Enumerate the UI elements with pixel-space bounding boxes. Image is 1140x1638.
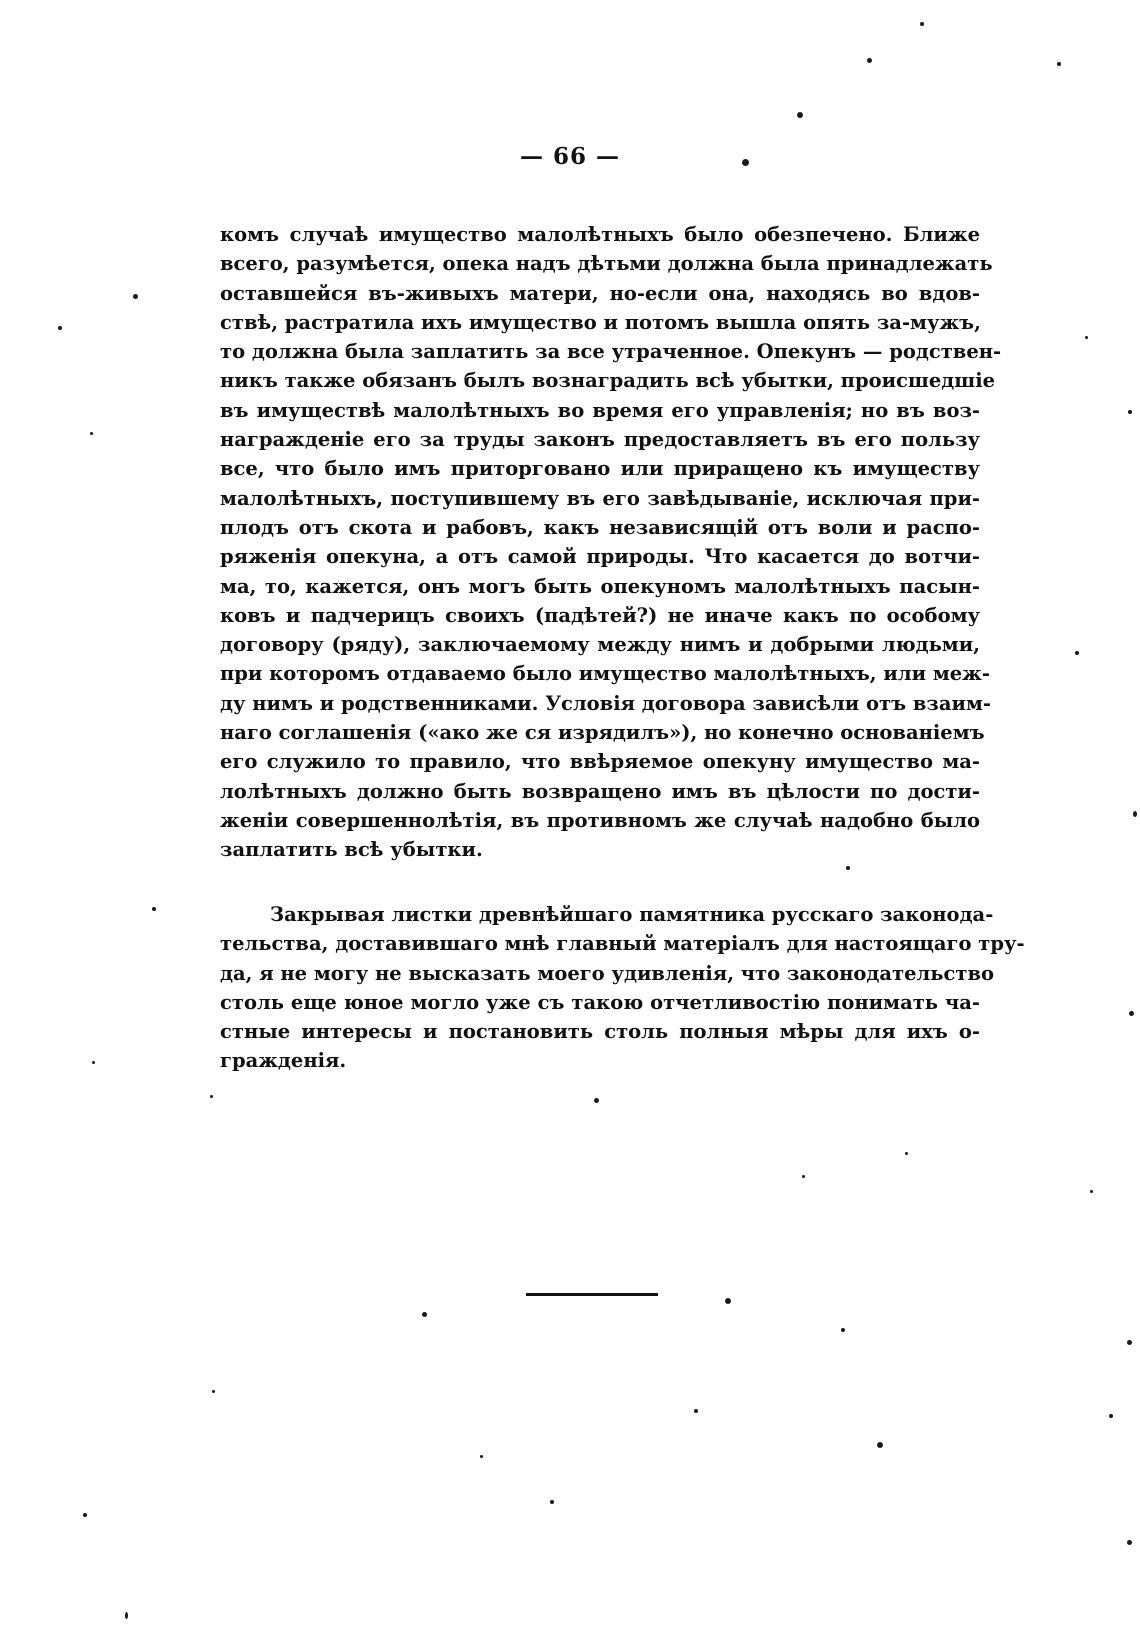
text-line: заплатить всѣ убытки. [220,838,483,862]
speck [58,326,62,330]
text-line: стные интересы и постановить столь полныя мѣры для ихъ о- [220,1020,980,1044]
speck [83,1513,87,1517]
paragraph-2 [220,900,1025,1076]
speck [905,1152,908,1155]
speck [212,1390,215,1393]
paragraph-1 [220,220,1002,865]
text-line: Закрывая листки древнѣйшаго памятника русскаго законода- [270,903,994,926]
speck [1127,1540,1132,1545]
text-line: да, я не могу не высказать моего удивленія, что законодательство [220,961,995,985]
speck [90,432,93,435]
speck [742,159,749,166]
text-line: его служило то правило, что ввѣряемое опекуну имущество ма- [220,750,980,774]
speck [1128,410,1132,414]
speck [841,1328,845,1332]
text-line: ковъ и падчерицъ своихъ (падѣтей?) не иначе какъ по особому [220,603,980,627]
text-line: ствѣ, растратила ихъ имущество и потомъ вышла опять за-мужъ, [220,310,981,334]
text-line: договору (ряду), заключаемому между нимъ и добрыми людьми, [220,633,980,657]
text-line: гражденія. [220,1049,347,1073]
text-line: въ имуществѣ малолѣтныхъ во время его управленія; но въ воз- [220,398,980,422]
speck [210,1095,213,1098]
speck [133,294,138,299]
text-line: комъ случаѣ имущество малолѣтныхъ было обезпечено. Ближе [220,223,980,246]
speck [694,1409,698,1413]
speck [550,1500,554,1504]
speck [867,58,872,63]
speck [125,1612,128,1619]
text-line: лолѣтныхъ должно быть возвращено имъ въ цѣлости по дости- [220,779,980,803]
speck [422,1312,427,1317]
text-line: малолѣтныхъ, поступившему въ его завѣдываніе, исключая при- [220,486,980,510]
speck [594,1098,599,1103]
text-line: награжденіе его за труды законъ предоставляетъ въ его пользу [220,428,980,452]
text-line: все, что было имъ приторговано или приращено къ имуществу [220,457,980,481]
text-line: при которомъ отдаваемо было имущество малолѣтныхъ, или меж- [220,662,990,686]
page-number: — 66 — [519,143,621,170]
text-line: никъ также обязанъ былъ вознаградить всѣ убытки, происшедшіе [220,369,996,393]
speck [802,1175,805,1178]
speck [920,22,924,26]
speck [877,1442,883,1448]
text-line: ряженія опекуна, а отъ самой природы. Что касается до вотчи- [220,545,980,569]
speck [480,1455,483,1458]
text-line: тельства, доставившаго мнѣ главный матеріалъ для настоящаго тру- [220,932,1025,956]
speck [1090,1190,1093,1193]
section-separator [526,1293,658,1296]
text-line: наго соглашенія («ако же ся изрядилъ»), но конечно основаніемъ [220,721,985,745]
speck [1129,1011,1134,1016]
speck [725,1298,731,1304]
text-line: всего, разумѣется, опека надъ дѣтьми должна была принадлежать [220,252,993,276]
speck [1057,62,1061,66]
speck [846,866,850,870]
speck [1109,1414,1113,1418]
text-line: столь еще юное могло уже съ такою отчетливостію понимать ча- [220,990,980,1014]
text-line: ма, то, кажется, онъ могъ быть опекуномъ малолѣтныхъ пасын- [220,574,980,598]
speck [1127,1340,1132,1345]
speck [92,1061,95,1064]
text-line: то должна была заплатить за все утраченное. Опекунъ — родствен- [220,340,1002,364]
speck [152,907,156,911]
speck [1075,651,1079,655]
text-line: женіи совершеннолѣтія, въ противномъ же случаѣ надобно было [220,808,980,832]
speck [1133,811,1137,817]
speck [1085,336,1088,339]
text-line: оставшейся въ-живыхъ матери, но-если она, находясь во вдов- [220,281,980,305]
text-line: плодъ отъ скота и рабовъ, какъ независящій отъ воли и распо- [220,515,980,539]
speck [797,112,803,118]
text-line: ду нимъ и родственниками. Условія договора зависѣли отъ взаим- [220,691,992,715]
